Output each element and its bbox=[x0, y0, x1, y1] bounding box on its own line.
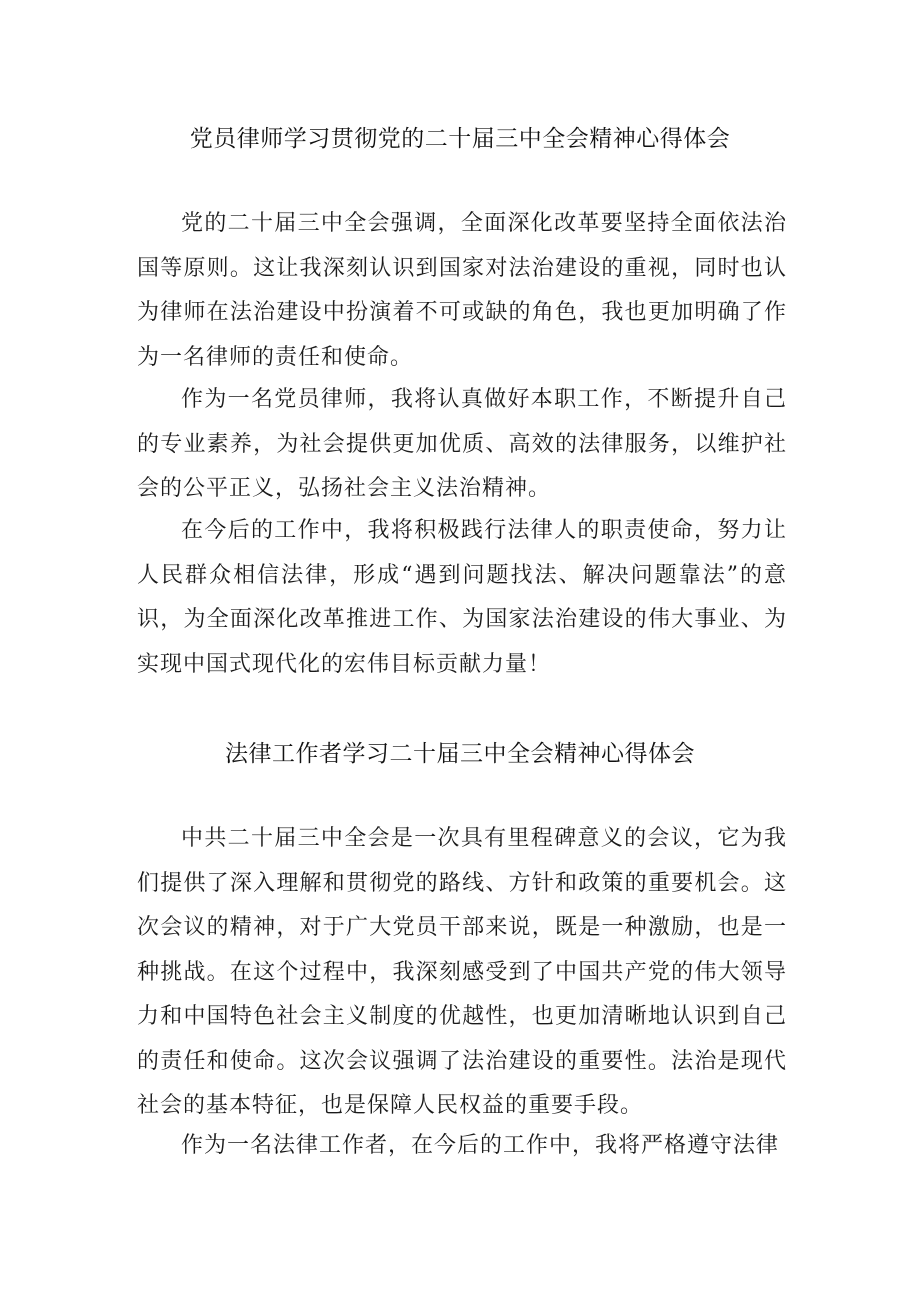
article-1-paragraph-3: 在今后的工作中，我将积极践行法律人的职责使命，努力让人民群众相信法律，形成“遇到问题找法、解决问题靠法”的意识，为全面深化改革推进工作、为国家法治建设的伟大事业、为实现中国式现代化的宏伟目标贡献力量！ bbox=[137, 518, 787, 677]
article-2-paragraph-2: 作为一名法律工作者，在今后的工作中，我将严格遵守法律 bbox=[181, 1133, 780, 1158]
article-2-title: 法律工作者学习二十届三中全会精神心得体会 bbox=[225, 741, 695, 767]
article-2-paragraph-1: 中共二十届三中全会是一次具有里程碑意义的会议，它为我们提供了深入理解和贯彻党的路线、方针和政策的重要机会。这次会议的精神，对于广大党员干部来说，既是一种激励，也是一种挑战。在这个过程中，我深刻感受到了中国共产党的伟大领导力和中国特色社会主义制度的优越性，也更加清晰地认识到自己的责任和使命。这次会议强调了法治建设的重要性。法治是现代社会的基本特征，也是保障人民权益的重要手段。 bbox=[137, 826, 787, 1118]
article-1-title: 党员律师学习贯彻党的二十届三中全会精神心得体会 bbox=[189, 126, 731, 152]
article-1-paragraph-2: 作为一名党员律师，我将认真做好本职工作，不断提升自己的专业素养，为社会提供更加优质、高效的法律服务，以维护社会的公平正义，弘扬社会主义法治精神。 bbox=[137, 387, 787, 501]
article-1-paragraph-1: 党的二十届三中全会强调，全面深化改革要坚持全面依法治国等原则。这让我深刻认识到国家对法治建设的重视，同时也认为律师在法治建设中扮演着不可或缺的角色，我也更加明确了作为一名律师的责任和使命。 bbox=[137, 211, 787, 370]
